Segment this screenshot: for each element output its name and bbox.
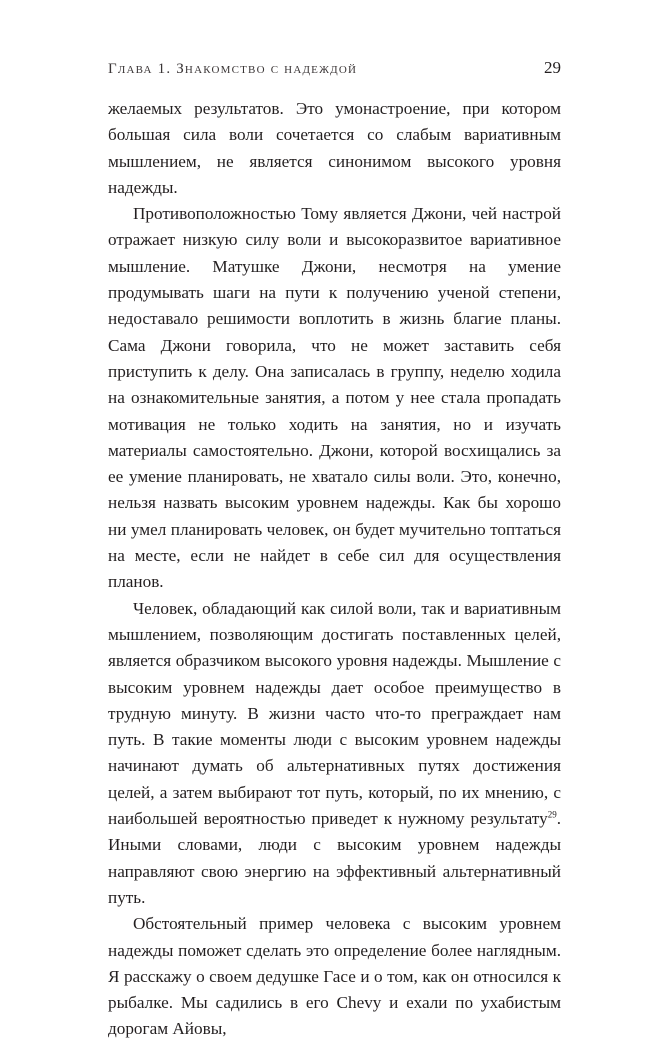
running-title: Глава 1. Знакомство с надеждой	[108, 61, 358, 77]
paragraph-1: желаемых результатов. Это умонастроение, при котором большая сила воли сочетается со слабым вариативным мышлением, не является синонимом высокого уровня надежды.	[108, 99, 561, 197]
paragraph-4: Обстоятельный пример человека с высоким уровнем надежды поможет сделать это определение более наглядным. Я расскажу о своем дедушке Гасе и о том, как он относился к рыбалке. Мы садились в его Chevy и ехали по ухабистым дорогам Айовы,	[108, 914, 561, 1039]
paragraph-2: Противоположностью Тому является Джони, чей настрой отражает низкую силу воли и высокоразвитое вариативное мышление. Матушке Джони, несмотря на умение продумывать шаги на пути к получению ученой степени, недоставало решимости воплотить в жизнь благие планы. Сама Джони говорила, что не может заставить себя приступить к делу. Она записалась в группу, неделю ходила на ознакомительные занятия, а потом у нее стала пропадать мотивация не только ходить на занятия, но и изучать материалы самостоятельно. Джони, которой восхищались за ее умение планировать, не хватало силы воли. Это, конечно, нельзя назвать высоким уровнем надежды. Как бы хорошо ни умел планировать человек, он будет мучительно топтаться на месте, если не найдет в себе сил для осуществления планов.	[108, 204, 561, 592]
paragraph-3-text-before-note: Человек, обладающий как силой воли, так и вариативным мышлением, позволяющим достигать поставленных целей, является образчиком высокого уровня надежды. Мышление с высоким уровнем надежды дает особое преимущество в трудную минуту. В жизни часто что-то преграждает нам путь. В такие моменты люди с высоким уровнем надежды начинают думать об альтернативных путях достижения целей, а затем выбирают тот путь, который, по их мнению, с наибольшей вероятностью приведет к нужному результату	[108, 598, 561, 829]
footnote-ref-29: 29	[547, 809, 557, 820]
body-text	[108, 96, 561, 1043]
running-head	[108, 58, 561, 82]
paragraph-3-text-after-note: . Иными словами, люди с высоким уровнем надежды направляют свою энергию на эффективный альтернативный путь.	[108, 809, 561, 907]
paragraph-3	[108, 596, 561, 912]
page-number: 29	[544, 58, 561, 77]
